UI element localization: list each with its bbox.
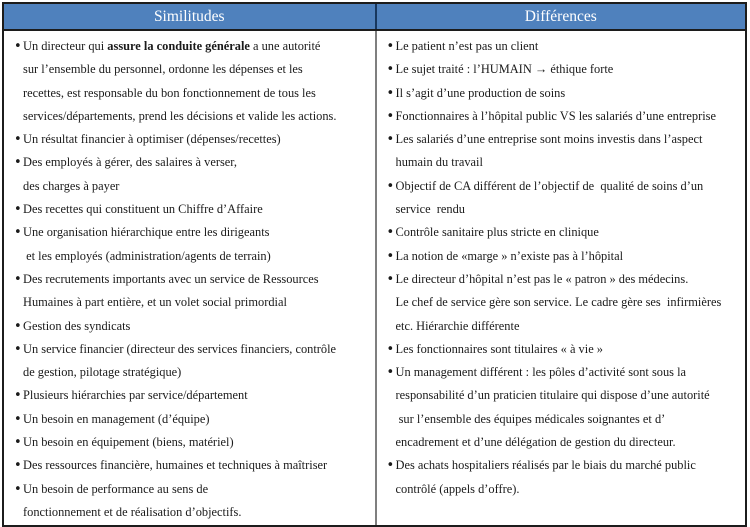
table-body (4, 31, 745, 525)
bullet-icon: • (14, 271, 22, 287)
list-item (377, 338, 746, 361)
bullet-icon: • (386, 458, 395, 474)
list-item (4, 198, 375, 221)
list-item-text: Des achats hospitaliers réalisés par le biais du marché public contrôlé (appels d’offre). (395, 458, 696, 496)
bullet-icon: • (386, 178, 395, 194)
list-item-text: Des recrutements importants avec un service de Ressources Humaines à part entière, et un volet social primordial (23, 271, 319, 310)
bullet-icon: • (386, 248, 395, 264)
list-item (4, 268, 375, 315)
list-item-text: Le directeur d’hôpital n’est pas le « patron » des médecins. Le chef de service gère son service. Le cadre gère ses infirmières etc. Hiérarchie différente (395, 271, 722, 333)
list-item (377, 175, 746, 222)
bullet-icon: • (386, 271, 395, 287)
bullet-icon: • (14, 155, 22, 171)
bullet-icon: • (386, 365, 395, 381)
column-header-differences: Différences (375, 4, 746, 29)
list-item (4, 454, 375, 477)
list-item (377, 105, 746, 128)
list-item (377, 454, 746, 501)
list-item-text: Le sujet traité : l’HUMAIN → éthique forte (395, 62, 614, 77)
list-item-text: Un service financier (directeur des services financiers, contrôle de gestion, pilotage stratégique) (23, 341, 337, 380)
list-item (4, 338, 375, 385)
list-item (377, 245, 746, 268)
list-item (377, 58, 746, 81)
bullet-icon: • (14, 202, 22, 218)
bullet-icon: • (386, 39, 395, 54)
list-item-text: Des ressources financière, humaines et techniques à maîtriser (23, 458, 328, 473)
list-item (377, 361, 746, 454)
list-item-text: Un besoin en équipement (biens, matériel) (23, 435, 234, 450)
list-item (4, 221, 375, 268)
list-item (4, 35, 375, 128)
list-item (4, 128, 375, 151)
list-item-text: Un besoin en management (d’équipe) (23, 411, 210, 426)
list-item-text: Fonctionnaires à l’hôpital public VS les salariés d’une entreprise (395, 108, 716, 123)
table-header-row (4, 4, 745, 31)
list-item (377, 268, 746, 338)
bullet-icon: • (386, 132, 395, 148)
bullet-icon: • (14, 341, 22, 357)
list-item (4, 478, 375, 525)
list-item-text: Un management différent : les pôles d’activité sont sous la responsabilité d’un praticien titulaire qui dispose d’une autorité sur l’ensemble des équipes médicales soignantes et d’ encadrement et d’une délégation de gestion du directeur. (395, 365, 710, 450)
bullet-icon: • (386, 341, 395, 357)
list-item-text: Les salariés d’une entreprise sont moins investis dans l’aspect humain du travail (395, 132, 703, 170)
bullet-icon: • (14, 435, 22, 451)
comparison-table (2, 2, 747, 527)
bullet-icon: • (386, 108, 395, 124)
bullet-icon: • (14, 318, 22, 334)
column-header-similitudes: Similitudes (153, 8, 225, 25)
list-item-text: Les fonctionnaires sont titulaires « à vie » (395, 341, 603, 356)
list-item (4, 315, 375, 338)
list-item-text: Gestion des syndicats (23, 318, 131, 333)
bullet-icon: • (14, 225, 22, 241)
list-item (377, 35, 746, 58)
bullet-icon: • (14, 39, 22, 54)
bullet-icon: • (14, 481, 22, 497)
list-item (4, 408, 375, 431)
list-item-text: Objectif de CA différent de l’objectif de qualité de soins d’un service rendu (395, 178, 704, 217)
list-item (4, 431, 375, 454)
list-item-text: Le patient n’est pas un client (395, 39, 539, 53)
list-item-text: Des recettes qui constituent un Chiffre d’Affaire (23, 202, 263, 217)
bullet-icon: • (14, 458, 22, 474)
list-item-text: Il s’agit d’une production de soins (395, 85, 566, 100)
list-item-text: Un besoin de performance au sens de fonctionnement et de réalisation d’objectifs. (23, 481, 242, 519)
bullet-icon: • (386, 62, 395, 78)
list-item (4, 384, 375, 407)
list-item (4, 151, 375, 198)
list-item (377, 82, 746, 105)
similitudes-column (4, 31, 375, 525)
list-item-text: Contrôle sanitaire plus stricte en clinique (395, 225, 599, 240)
list-item-text: Des employés à gérer, des salaires à verser, des charges à payer (23, 155, 238, 193)
bullet-icon: • (14, 132, 22, 148)
list-item-text: Plusieurs hiérarchies par service/département (23, 388, 248, 403)
bullet-icon: • (386, 85, 395, 101)
list-item-text: Un résultat financier à optimiser (dépenses/recettes) (23, 132, 281, 147)
differences-column (375, 31, 746, 525)
list-item-text: Une organisation hiérarchique entre les dirigeants et les employés (administration/agents de terrain) (23, 225, 271, 263)
list-item (377, 128, 746, 175)
list-item-text: La notion de «marge » n’existe pas à l’hôpital (395, 248, 624, 263)
list-item (377, 221, 746, 244)
bullet-icon: • (386, 225, 395, 241)
bullet-icon: • (14, 411, 22, 427)
list-item-text: Un directeur qui assure la conduite générale a une autorité sur l’ensemble du personnel, ordonne les dépenses et les recettes, est responsable du bon fonctionnement de tous les services/départements, prend les décisions et valide les actions. (23, 39, 337, 123)
bullet-icon: • (14, 388, 22, 404)
